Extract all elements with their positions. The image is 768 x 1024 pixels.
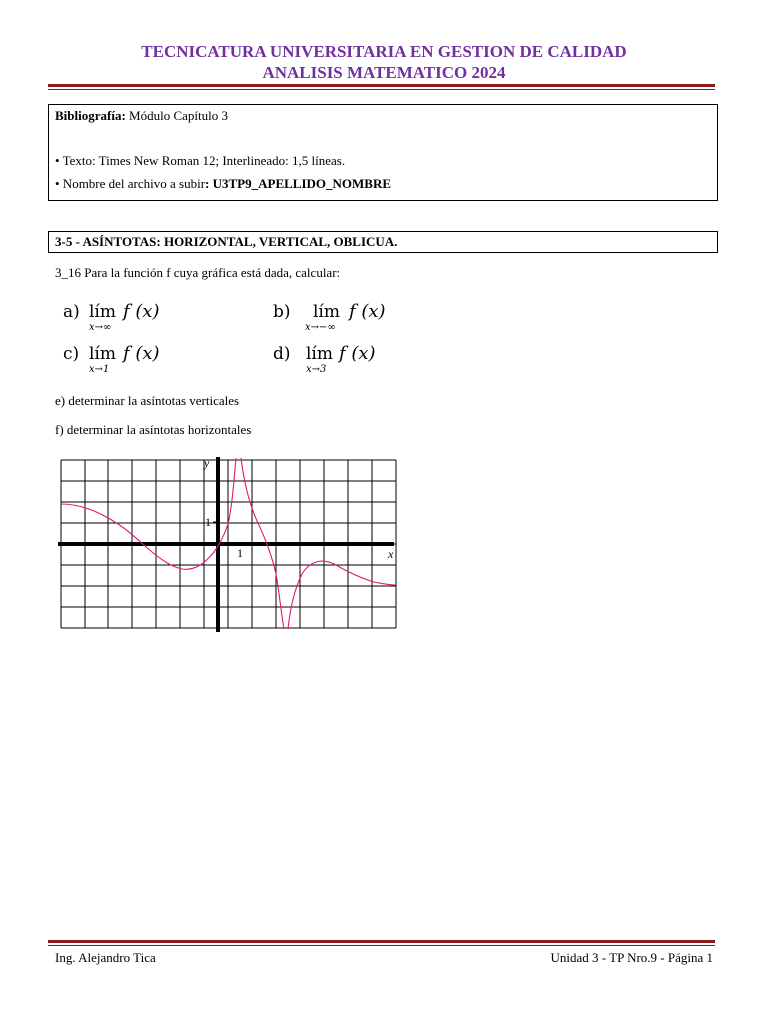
x-axis-label: x <box>388 547 394 561</box>
footer-author: Ing. Alejandro Tica <box>55 950 156 965</box>
bibliography-label: Bibliografía: <box>55 108 126 123</box>
limit-word: lím <box>89 344 116 364</box>
y-axis-label: y <box>204 456 210 470</box>
header-title-line2: ANALISIS MATEMATICO 2024 <box>262 63 506 82</box>
item-e: e) determinar la asíntotas verticales <box>55 393 240 408</box>
exercise-statement: 3_16 Para la función f cuya gráfica está dada, calcular: <box>55 265 341 280</box>
limit-expression: f (x) <box>339 343 376 364</box>
limit-expression: f (x) <box>123 301 160 322</box>
limit-label: a) <box>63 302 80 322</box>
section-heading: 3-5 - ASÍNTOTAS: HORIZONTAL, VERTICAL, OBLICUA. <box>55 234 398 249</box>
footer-rule-thin <box>48 945 715 946</box>
filename-value: : U3TP9_APELLIDO_NOMBRE <box>205 176 392 191</box>
curve-right-branch <box>288 561 396 629</box>
limit-expression: f (x) <box>349 301 386 322</box>
filename-label: • Nombre del archivo a subir <box>55 176 206 191</box>
footer-rule-thick <box>48 940 715 943</box>
limit-label: d) <box>273 344 291 364</box>
limit-subscript: x→3 <box>306 364 327 375</box>
font-requirement-line: • Texto: Times New Roman 12; Interlineado: 1,5 líneas. <box>55 153 346 168</box>
limit-expression: f (x) <box>123 343 160 364</box>
limit-word: lím <box>306 344 333 364</box>
x-tick-label: 1 <box>237 546 243 560</box>
footer-page-info: Unidad 3 - TP Nro.9 - Página 1 <box>550 950 713 965</box>
header-title-line1: TECNICATURA UNIVERSITARIA EN GESTION DE CALIDAD <box>141 42 627 61</box>
item-f: f) determinar la asíntotas horizontales <box>55 422 252 437</box>
y-tick-label: 1 <box>205 515 211 529</box>
limit-subscript: x→1 <box>89 364 110 375</box>
limit-label: c) <box>63 344 80 364</box>
bibliography-value: Módulo Capítulo 3 <box>125 108 228 123</box>
limit-label: b) <box>273 302 291 322</box>
limit-subscript: x→−∞ <box>305 322 336 333</box>
limit-word: lím <box>89 302 116 322</box>
curve-left-branch <box>61 458 236 569</box>
limit-subscript: x→∞ <box>89 322 112 333</box>
limit-word: lím <box>313 302 340 322</box>
